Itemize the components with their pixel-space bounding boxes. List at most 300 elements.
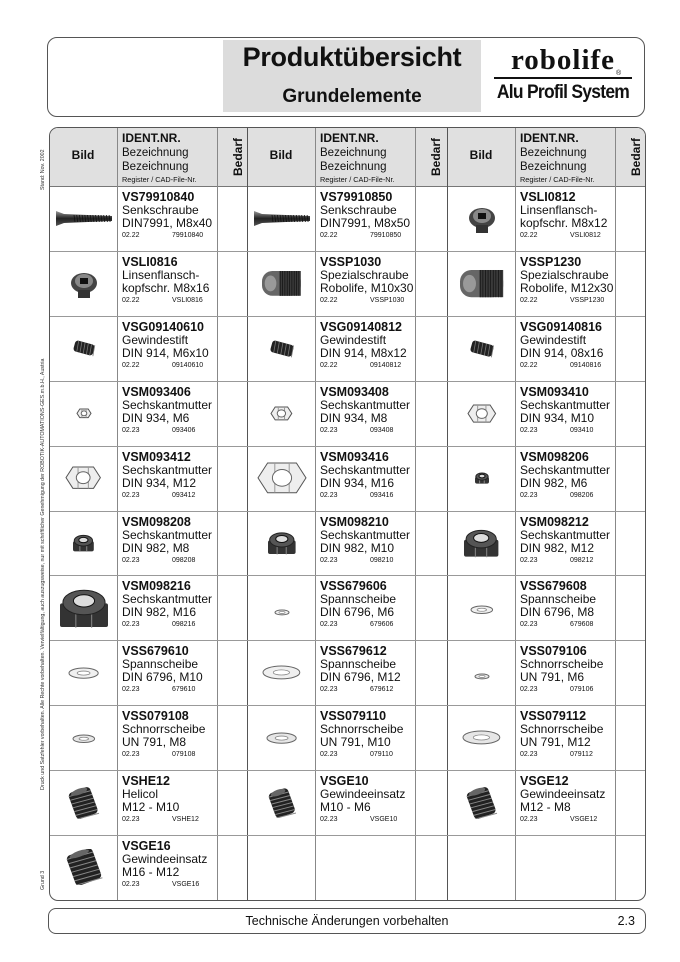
- ident-number: VSM093416: [320, 449, 389, 464]
- column-divider: [315, 128, 316, 900]
- designation-line-2: DIN 6796, M8: [520, 605, 595, 620]
- designation-line-1: Gewindestift: [122, 332, 189, 347]
- register-number: 02.23: [520, 816, 538, 824]
- cad-file-number: 098206: [570, 491, 594, 499]
- ident-number: VS79910850: [320, 190, 393, 204]
- thread-insert-icon: [267, 788, 297, 823]
- header-bild: Bild: [71, 148, 95, 162]
- register-number: 02.23: [122, 751, 140, 759]
- product-entry: [320, 321, 407, 371]
- register-line: [122, 426, 212, 436]
- designation-line-1: Sechskantmutter: [320, 527, 411, 542]
- designation-line-1: Helicol: [122, 787, 159, 802]
- register-line: [320, 556, 410, 566]
- register-line: [122, 296, 209, 306]
- cad-file-number: 679610: [172, 686, 196, 694]
- designation-line-1: Schnorrscheibe: [520, 722, 604, 737]
- register-number: 02.22: [320, 232, 338, 239]
- ident-number: VSS079108: [122, 709, 189, 724]
- thread-insert-icon: [65, 849, 103, 890]
- register-number: 02.22: [122, 361, 140, 369]
- designation-line-1: Linsenflansch-: [122, 267, 200, 282]
- cad-file-number: VSLI0816: [172, 296, 203, 304]
- designation-line-2: kopfschr. M8x12: [520, 216, 608, 230]
- designation-line-2: DIN 934, M6: [122, 410, 190, 425]
- hex-nut-icon: [466, 403, 498, 429]
- ident-number: VSM093412: [122, 449, 191, 464]
- designation-line-2: DIN 982, M16: [122, 605, 197, 620]
- register-number: 02.23: [320, 491, 338, 499]
- designation-line-2: UN 791, M10: [320, 735, 391, 750]
- register-number: 02.23: [122, 556, 140, 564]
- cad-file-number: 098212: [570, 556, 594, 564]
- cad-file-number: 079108: [172, 751, 196, 759]
- header-bezeichnung: Bezeichnung: [520, 147, 587, 159]
- register-number: 02.23: [122, 816, 140, 824]
- lock-nut-icon: [266, 529, 298, 561]
- sheet-label: Grund 3: [40, 870, 46, 890]
- designation-line-1: Spannscheibe: [122, 657, 199, 672]
- designation-line-1: Senkschraube: [122, 203, 199, 217]
- set-screw-icon: [269, 338, 295, 364]
- product-entry: [122, 386, 212, 436]
- product-entry: [320, 580, 396, 630]
- page-title: Produktübersicht: [242, 42, 462, 72]
- register-number: 02.23: [520, 686, 538, 694]
- ident-number: VSS679612: [320, 644, 387, 659]
- hex-nut-icon: [256, 461, 308, 500]
- product-entry: [122, 774, 199, 825]
- designation-line-2: M12 - M10: [122, 800, 180, 815]
- designation-line-1: Schnorrscheibe: [520, 657, 604, 672]
- designation-line-2: DIN 934, M16: [320, 475, 395, 490]
- special-screw-icon: [457, 267, 506, 305]
- product-entry: [122, 710, 205, 760]
- designation-line-2: M12 - M8: [520, 800, 571, 815]
- register-line: [122, 880, 207, 890]
- designation-line-2: M16 - M12: [122, 865, 180, 879]
- designation-line-1: Sechskantmutter: [320, 462, 411, 477]
- cad-file-number: 09140816: [570, 361, 602, 369]
- register-number: 02.23: [520, 426, 538, 434]
- register-line: [122, 815, 199, 825]
- designation-line-1: Gewindeeinsatz: [520, 787, 606, 802]
- ident-number: VSS679606: [320, 579, 387, 594]
- designation-line-1: Gewindestift: [320, 332, 387, 347]
- designation-line-2: UN 791, M8: [122, 735, 187, 750]
- register-line: [122, 556, 212, 566]
- flange-screw-icon: [465, 201, 499, 240]
- row-divider: [50, 316, 645, 317]
- footer-bar: [48, 908, 646, 934]
- schnorr-washer-icon: [461, 729, 502, 751]
- register-line: [520, 361, 603, 371]
- row-divider: [50, 511, 645, 512]
- product-entry: [122, 516, 212, 566]
- register-line: [520, 556, 610, 566]
- designation-line-1: Sechskantmutter: [520, 397, 611, 412]
- set-screw-icon: [72, 338, 96, 363]
- logo-registered-mark: ®: [616, 70, 622, 77]
- cad-file-number: 093416: [370, 491, 394, 499]
- register-line: [320, 296, 413, 306]
- thread-insert-icon: [465, 787, 497, 824]
- designation-line-2: Robolife, M10x30: [320, 280, 414, 295]
- register-line: [320, 231, 410, 241]
- header-register: Register / CAD-File-Nr.: [122, 175, 197, 184]
- register-line: [320, 491, 410, 501]
- header-bezeichnung: Bezeichnung: [320, 147, 387, 159]
- register-number: 02.23: [320, 556, 338, 564]
- register-number: 02.22: [122, 296, 140, 304]
- lock-nut-icon: [473, 470, 491, 491]
- designation-line-1: Gewindestift: [520, 332, 587, 347]
- ident-number: VSS079106: [520, 644, 587, 659]
- register-line: [520, 685, 603, 695]
- cad-file-number: 79910840: [172, 232, 204, 239]
- product-entry: [320, 710, 403, 760]
- logo-name: robolife: [510, 44, 616, 76]
- stand-date: Stand: Nov. 2002: [40, 149, 46, 190]
- header-ident-label: IDENT.NR.: [520, 131, 579, 145]
- designation-line-2: kopfschr. M8x16: [122, 280, 210, 295]
- row-divider: [50, 640, 645, 641]
- cad-file-number: 79910850: [370, 232, 402, 239]
- cad-file-number: VSGE12: [570, 816, 598, 824]
- header-ident: [122, 131, 197, 185]
- product-entry: [320, 386, 410, 436]
- header-bezeichnung-2: Bezeichnung: [320, 161, 387, 173]
- register-number: 02.22: [520, 296, 538, 304]
- cad-file-number: 098208: [172, 556, 196, 564]
- ident-number: VSLI0812: [520, 190, 576, 204]
- product-entry: [320, 451, 410, 501]
- register-line: [122, 231, 212, 241]
- designation-line-2: M10 - M6: [320, 800, 371, 815]
- ident-number: VSM093406: [122, 384, 191, 399]
- designation-line-1: Schnorrscheibe: [122, 722, 206, 737]
- lock-nut-icon: [58, 585, 110, 635]
- cad-file-number: 079112: [570, 751, 593, 759]
- register-number: 02.22: [320, 296, 338, 304]
- register-number: 02.23: [122, 426, 140, 434]
- register-number: 02.23: [320, 751, 338, 759]
- product-entry: [122, 840, 207, 890]
- designation-line-2: DIN 982, M12: [520, 540, 595, 555]
- designation-line-2: DIN 934, M10: [520, 410, 595, 425]
- product-entry: [520, 191, 607, 241]
- ident-number: VSM098212: [520, 514, 589, 529]
- column-divider: [217, 128, 218, 900]
- designation-line-1: Gewindeeinsatz: [122, 852, 208, 866]
- cad-file-number: VSHE12: [172, 816, 199, 824]
- row-divider: [50, 381, 645, 382]
- register-number: 02.23: [520, 556, 538, 564]
- row-divider: [50, 835, 645, 836]
- header-ident-label: IDENT.NR.: [320, 131, 379, 145]
- countersunk-screw-icon: [54, 203, 114, 238]
- register-line: [320, 750, 403, 760]
- lock-nut-icon: [462, 526, 500, 564]
- washer-icon: [67, 666, 100, 685]
- cad-file-number: VSGE10: [370, 816, 398, 824]
- flange-screw-icon: [67, 266, 101, 305]
- designation-line-2: DIN 914, 08x16: [520, 345, 604, 360]
- designation-line-1: Sechskantmutter: [122, 592, 213, 607]
- header-bild: Bild: [269, 148, 293, 162]
- set-screw-icon: [469, 338, 495, 364]
- cad-file-number: 09140610: [172, 361, 204, 369]
- register-number: 02.23: [320, 816, 338, 824]
- header-bedarf: [415, 128, 445, 186]
- register-line: [122, 361, 209, 371]
- product-entry: [520, 645, 603, 695]
- copyright-note: Druck und Satzfehler vorbehalten. Alle Rechte vorbehalten. Vervielfältigung, auch auszugsweise, nur mit schriftlicher Genehmigung der ROBOTIK-AUTOMATIONS-GES.m.b.H., Austria: [40, 358, 46, 790]
- column-divider: [117, 128, 118, 900]
- product-entry: [520, 516, 610, 566]
- register-line: [520, 620, 596, 630]
- designation-line-2: DIN 914, M6x10: [122, 345, 209, 360]
- designation-line-1: Spezialschraube: [520, 267, 609, 282]
- group-divider: [447, 128, 448, 900]
- designation-line-2: DIN 982, M6: [520, 475, 588, 490]
- product-entry: [122, 645, 203, 695]
- product-table: [49, 127, 646, 901]
- cad-file-number: VSSP1030: [370, 296, 405, 304]
- cad-file-number: VSSP1230: [570, 296, 605, 304]
- row-divider: [50, 770, 645, 771]
- designation-line-2: DIN 6796, M6: [320, 605, 395, 620]
- designation-line-2: Robolife, M12x30: [520, 280, 614, 295]
- ident-number: VSS079110: [320, 709, 387, 724]
- register-number: 02.23: [520, 621, 538, 629]
- row-divider: [50, 251, 645, 252]
- register-line: [320, 685, 401, 695]
- title-box: [223, 40, 481, 112]
- product-entry: [320, 645, 401, 695]
- cad-file-number: 079110: [370, 751, 393, 759]
- ident-number: VSS679610: [122, 644, 189, 659]
- product-entry: [520, 386, 610, 436]
- ident-number: VSG09140610: [122, 319, 205, 334]
- designation-line-1: Linsenflansch-: [520, 203, 598, 217]
- washer-icon: [469, 602, 495, 620]
- cad-file-number: 079106: [570, 686, 594, 694]
- row-divider: [50, 705, 645, 706]
- register-line: [320, 620, 396, 630]
- designation-line-1: Senkschraube: [320, 203, 397, 217]
- product-entry: [520, 710, 603, 760]
- register-line: [520, 815, 605, 825]
- header-ident-label: IDENT.NR.: [122, 131, 181, 145]
- ident-number: VSM093408: [320, 384, 389, 399]
- register-line: [520, 231, 607, 241]
- special-screw-icon: [259, 268, 304, 304]
- header-bezeichnung-2: Bezeichnung: [122, 161, 189, 173]
- hex-nut-icon: [75, 407, 93, 425]
- column-divider: [415, 128, 416, 900]
- designation-line-2: DIN7991, M8x40: [122, 216, 213, 230]
- register-number: 02.23: [122, 621, 140, 629]
- ident-number: VSLI0816: [122, 254, 178, 269]
- designation-line-2: DIN 934, M12: [122, 475, 197, 490]
- product-entry: [320, 256, 413, 306]
- cad-file-number: 093410: [570, 426, 594, 434]
- schnorr-washer-icon: [265, 731, 298, 750]
- ident-number: VSS679608: [520, 579, 587, 594]
- schnorr-washer-icon: [71, 732, 97, 750]
- washer-icon: [273, 603, 291, 621]
- header-bedarf: [217, 128, 247, 186]
- product-entry: [122, 451, 212, 501]
- register-line: [520, 750, 603, 760]
- ident-number: VSM098216: [122, 579, 191, 594]
- product-entry: [122, 191, 212, 241]
- header-bedarf-label: Bedarf: [429, 137, 443, 176]
- brand-logo: [490, 44, 636, 108]
- hex-nut-icon: [64, 465, 102, 495]
- header-bezeichnung-2: Bezeichnung: [520, 161, 587, 173]
- register-number: 02.22: [520, 232, 538, 239]
- register-number: 02.22: [122, 232, 140, 239]
- ident-number: VS79910840: [122, 190, 195, 204]
- designation-line-1: Spannscheibe: [320, 657, 397, 672]
- ident-number: VSM098208: [122, 514, 191, 529]
- ident-number: VSGE16: [122, 839, 171, 853]
- hex-nut-icon: [269, 405, 294, 427]
- washer-icon: [261, 664, 302, 686]
- product-entry: [520, 451, 610, 501]
- product-entry: [122, 256, 209, 306]
- register-number: 02.23: [122, 491, 140, 499]
- product-entry: [122, 580, 212, 630]
- designation-line-1: Spezialschraube: [320, 267, 409, 282]
- designation-line-2: UN 791, M12: [520, 735, 591, 750]
- header-register: Register / CAD-File-Nr.: [520, 175, 595, 184]
- designation-line-1: Gewindeeinsatz: [320, 787, 406, 802]
- designation-line-1: Sechskantmutter: [520, 527, 611, 542]
- cad-file-number: 098216: [172, 621, 196, 629]
- designation-line-2: DIN 914, M8x12: [320, 345, 407, 360]
- cad-file-number: 093406: [172, 426, 196, 434]
- register-number: 02.23: [122, 881, 140, 888]
- product-entry: [320, 516, 410, 566]
- product-entry: [520, 321, 603, 371]
- group-divider: [247, 128, 248, 900]
- thread-insert-icon: [67, 787, 99, 824]
- register-line: [122, 685, 203, 695]
- page-number: 2.3: [617, 914, 635, 928]
- register-line: [320, 426, 410, 436]
- header-bild: Bild: [469, 148, 493, 162]
- ident-number: VSG09140816: [520, 319, 603, 334]
- designation-line-2: DIN7991, M8x50: [320, 216, 411, 230]
- page-subtitle: Grundelemente: [282, 86, 422, 107]
- designation-line-2: DIN 982, M8: [122, 540, 190, 555]
- schnorr-washer-icon: [473, 668, 491, 686]
- designation-line-1: Spannscheibe: [520, 592, 597, 607]
- product-entry: [320, 775, 405, 825]
- header-bedarf-label: Bedarf: [629, 137, 643, 176]
- ident-number: VSSP1030: [320, 254, 382, 269]
- header-bedarf-label: Bedarf: [231, 137, 245, 176]
- register-line: [320, 815, 405, 825]
- cad-file-number: 093408: [370, 426, 394, 434]
- column-divider: [515, 128, 516, 900]
- cad-file-number: VSLI0812: [570, 232, 601, 239]
- cad-file-number: 09140812: [370, 361, 402, 369]
- ident-number: VSM098210: [320, 514, 389, 529]
- ident-number: VSGE12: [520, 774, 569, 789]
- register-line: [520, 426, 610, 436]
- product-entry: [520, 256, 613, 306]
- ident-number: VSS079112: [520, 709, 587, 724]
- column-divider: [615, 128, 616, 900]
- cad-file-number: 679608: [570, 621, 594, 629]
- cad-file-number: VSGE16: [172, 881, 200, 888]
- register-line: [520, 491, 610, 501]
- register-line: [122, 620, 212, 630]
- cad-file-number: 679606: [370, 621, 394, 629]
- register-number: 02.23: [320, 686, 338, 694]
- ident-number: VSGE10: [320, 774, 369, 789]
- cad-file-number: 098210: [370, 556, 394, 564]
- register-number: 02.23: [122, 686, 140, 694]
- footer-note: Technische Änderungen vorbehalten: [245, 914, 449, 928]
- register-line: [520, 296, 613, 306]
- register-number: 02.22: [520, 361, 538, 369]
- header-register: Register / CAD-File-Nr.: [320, 175, 395, 184]
- ident-number: VSM098206: [520, 449, 589, 464]
- header-bezeichnung: Bezeichnung: [122, 147, 189, 159]
- logo-rule: [494, 77, 632, 79]
- ident-number: VSHE12: [122, 774, 170, 789]
- product-entry: [320, 191, 410, 241]
- ident-number: VSSP1230: [520, 254, 582, 269]
- designation-line-1: Sechskantmutter: [320, 397, 411, 412]
- register-number: 02.23: [320, 426, 338, 434]
- register-line: [320, 361, 407, 371]
- register-number: 02.23: [520, 491, 538, 499]
- designation-line-2: DIN 6796, M12: [320, 670, 401, 685]
- row-divider: [50, 446, 645, 447]
- register-number: 02.22: [320, 361, 338, 369]
- designation-line-1: Schnorrscheibe: [320, 722, 404, 737]
- cad-file-number: 093412: [172, 491, 196, 499]
- designation-line-2: DIN 934, M8: [320, 410, 388, 425]
- designation-line-1: Sechskantmutter: [122, 462, 213, 477]
- register-number: 02.23: [520, 751, 538, 759]
- register-line: [122, 750, 205, 760]
- designation-line-1: Sechskantmutter: [520, 462, 611, 477]
- designation-line-2: DIN 6796, M10: [122, 670, 203, 685]
- designation-line-1: Spannscheibe: [320, 592, 397, 607]
- ident-number: VSG09140812: [320, 319, 403, 334]
- product-entry: [520, 775, 605, 825]
- designation-line-1: Sechskantmutter: [122, 397, 213, 412]
- row-divider: [50, 575, 645, 576]
- product-entry: [122, 321, 209, 371]
- header-ident: [320, 131, 395, 185]
- header-bedarf: [615, 128, 645, 186]
- lock-nut-icon: [71, 532, 96, 559]
- ident-number: VSM093410: [520, 384, 589, 399]
- designation-line-2: UN 791, M6: [520, 670, 585, 685]
- designation-line-1: Sechskantmutter: [122, 527, 213, 542]
- register-number: 02.23: [320, 621, 338, 629]
- logo-subtitle: Alu Profil System: [496, 82, 630, 103]
- designation-line-2: DIN 982, M10: [320, 540, 395, 555]
